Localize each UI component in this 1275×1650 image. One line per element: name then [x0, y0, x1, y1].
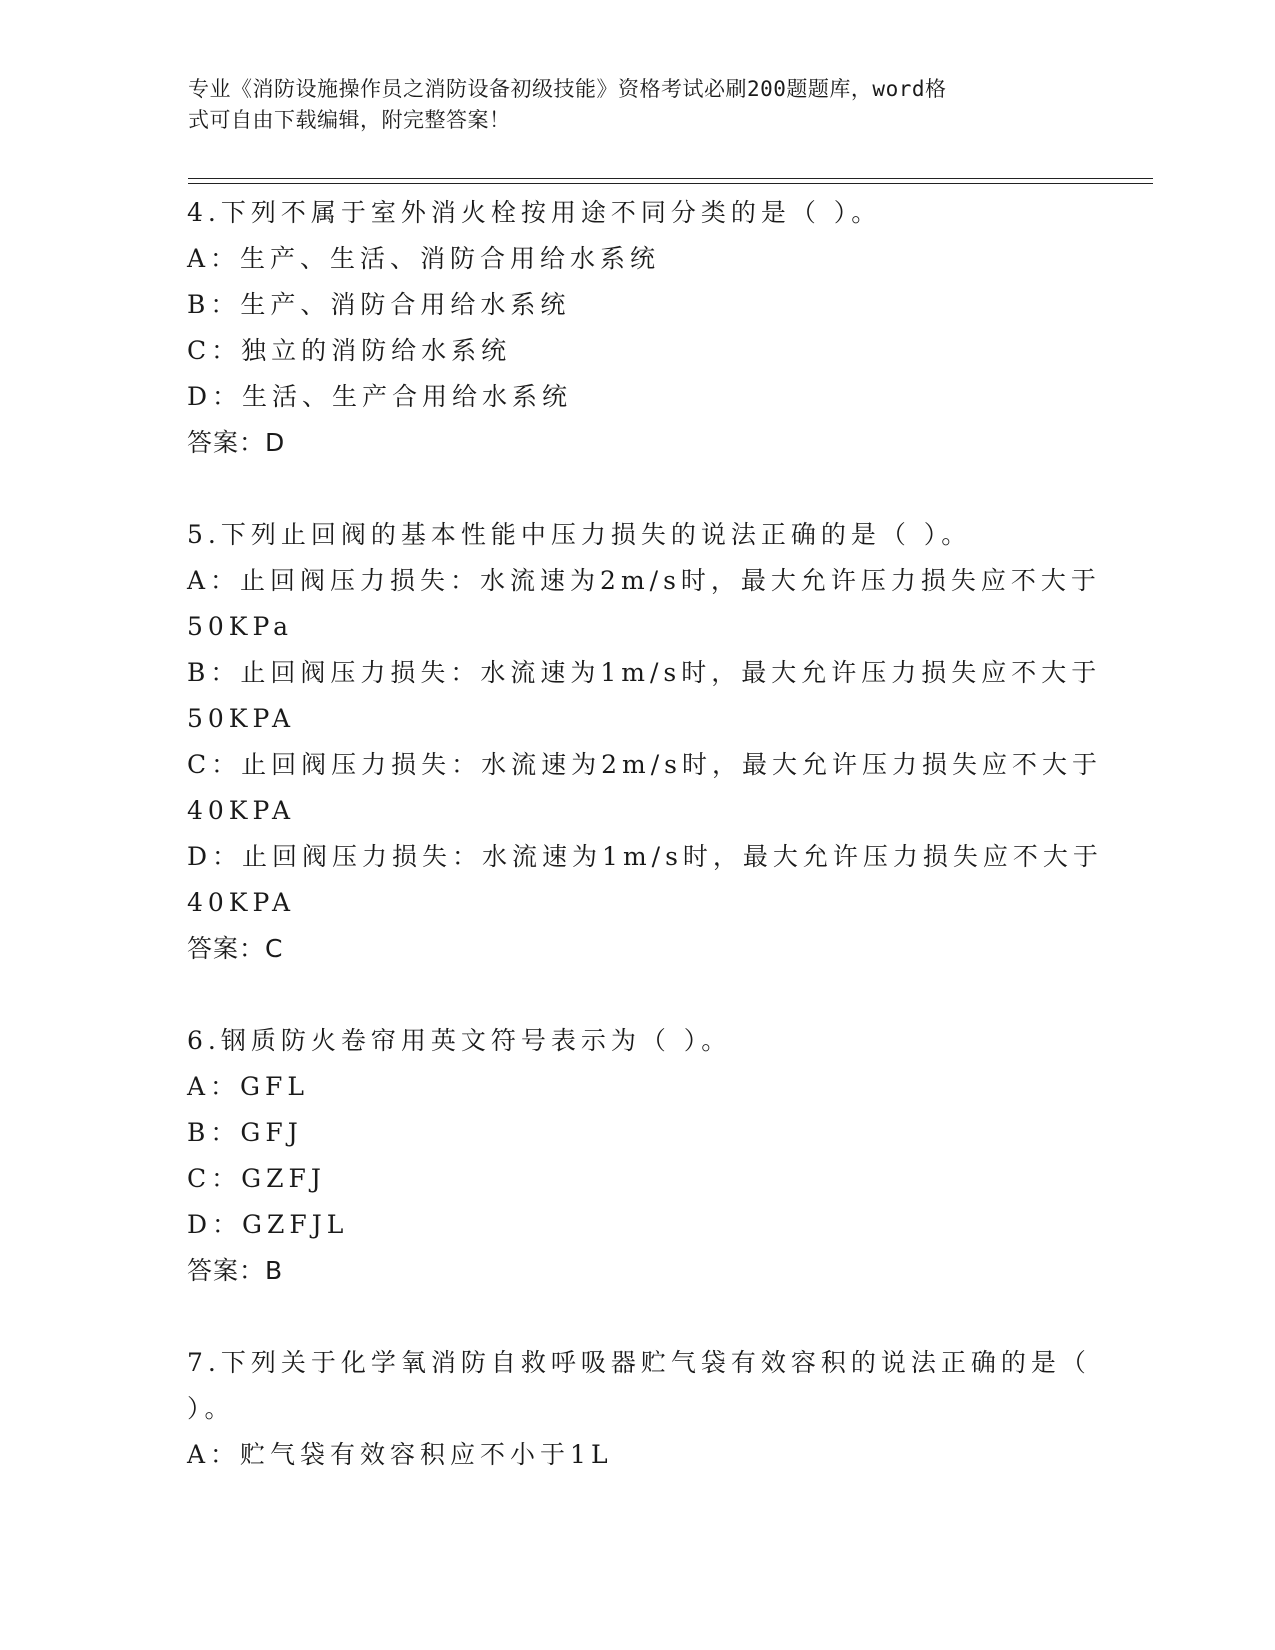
option-c: C：止回阀压力损失：水流速为2m/s时，最大允许压力损失应不大于	[187, 750, 1102, 779]
header-divider-top	[188, 178, 1153, 179]
question-7	[187, 1340, 1091, 1478]
header-line-2: 式可自由下载编辑，附完整答案！	[188, 108, 511, 132]
header-line-1: 专业《消防设施操作员之消防设备初级技能》资格考试必刷200题题库，word格	[188, 77, 947, 101]
question-4	[187, 190, 1087, 466]
option-a: A：贮气袋有效容积应不小于1L	[187, 1440, 613, 1469]
option-d: D：生活、生产合用给水系统	[187, 382, 573, 411]
option-c-continued: 40KPA	[187, 796, 296, 825]
question-stem: 7.下列关于化学氧消防自救呼吸器贮气袋有效容积的说法正确的是（	[187, 1348, 1091, 1377]
question-stem: 4.下列不属于室外消火栓按用途不同分类的是（ ）。	[187, 198, 882, 227]
question-stem: 5.下列止回阀的基本性能中压力损失的说法正确的是（ ）。	[187, 520, 972, 549]
question-5	[187, 512, 1103, 972]
option-a: A：生产、生活、消防合用给水系统	[187, 244, 661, 273]
option-b: B：生产、消防合用给水系统	[187, 290, 571, 319]
answer: 答案：D	[187, 428, 286, 457]
option-d: D：止回阀压力损失：水流速为1m/s时，最大允许压力损失应不大于	[187, 842, 1103, 871]
option-d: D：GZFJL	[187, 1210, 349, 1239]
question-gap	[187, 972, 1087, 1018]
question-gap	[187, 1294, 1087, 1340]
option-b: B：止回阀压力损失：水流速为1m/s时，最大允许压力损失应不大于	[187, 658, 1102, 687]
option-b-continued: 50KPA	[187, 704, 296, 733]
question-6	[187, 1018, 1087, 1294]
question-stem: 6.钢质防火卷帘用英文符号表示为（ ）。	[187, 1026, 732, 1055]
option-a: A：止回阀压力损失：水流速为2m/s时，最大允许压力损失应不大于	[187, 566, 1101, 595]
answer: 答案：B	[187, 1256, 284, 1285]
question-gap	[187, 466, 1087, 512]
question-list	[187, 190, 1103, 1478]
option-b: B：GFJ	[187, 1118, 303, 1147]
option-a-continued: 50KPa	[187, 612, 294, 641]
option-d-continued: 40KPA	[187, 888, 296, 917]
answer: 答案：C	[187, 934, 284, 963]
option-a: A：GFL	[187, 1072, 309, 1101]
option-c: C：GZFJ	[187, 1164, 326, 1193]
header-divider-bottom	[188, 183, 1153, 184]
option-c: C：独立的消防给水系统	[187, 336, 512, 365]
question-stem-continued: ）。	[187, 1394, 235, 1423]
document-header	[188, 74, 1068, 136]
